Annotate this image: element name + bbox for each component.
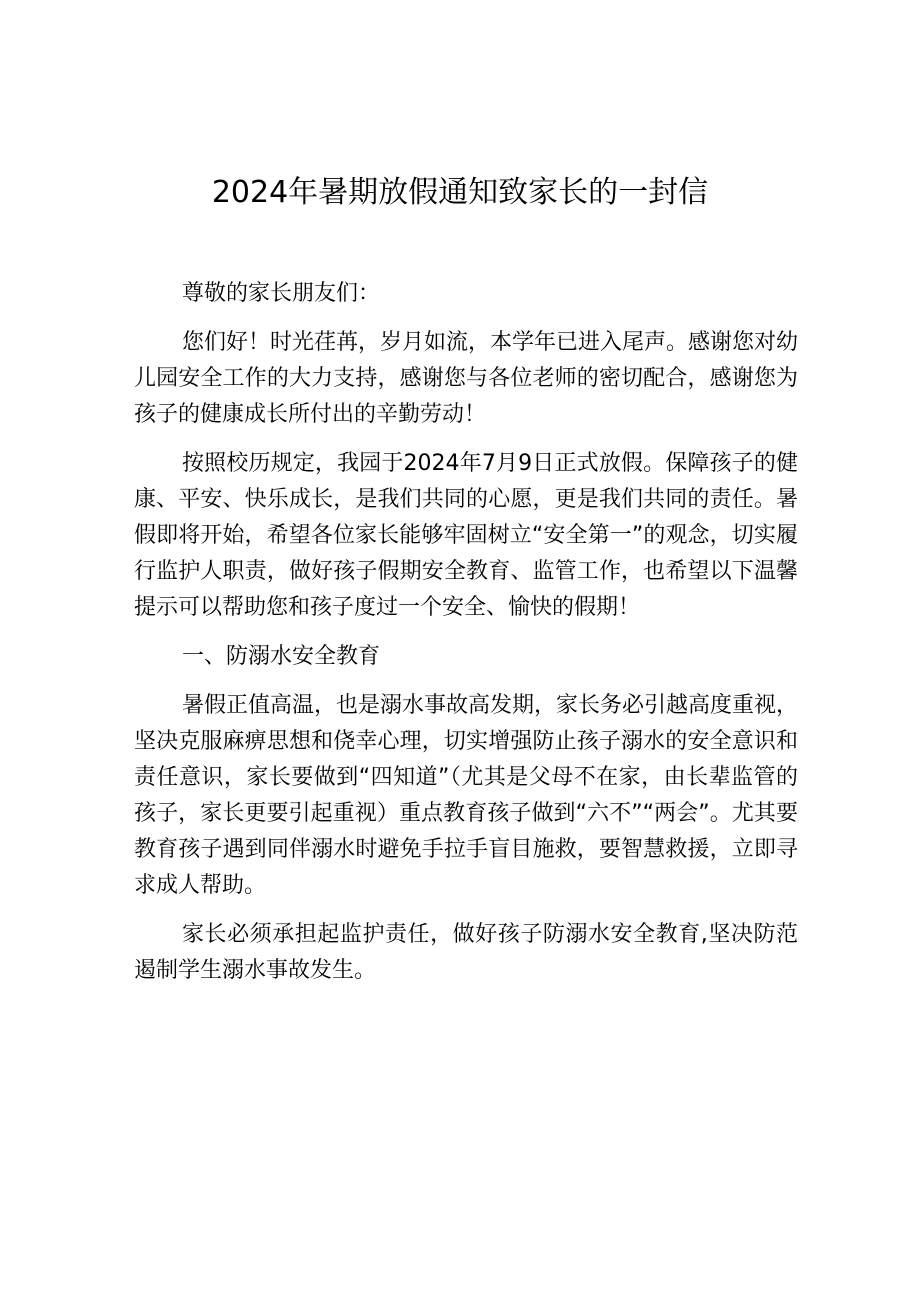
paragraph-guardian-responsibility: 家长必须承担起监护责任，做好孩子防溺水安全教育,坚决防范遏制学生溺水事故发生。 <box>134 922 798 983</box>
paragraph-drowning-prevention: 暑假正值高温，也是溺水事故高发期，家长务必引越高度重视，坚决克服麻痹思想和侥幸心理，切实增强防止孩子溺水的安全意识和责任意识，家长要做到“四知道”（尤其是父母不在家，由长辈监管的孩子，家长更要引起重视）重点教育孩子做到“六不”“两会”。尤其要教育孩子遇到同伴溺水时避免手拉手盲目施救，要智慧救援，立即寻求成人帮助。 <box>134 693 799 898</box>
paragraph-thanks: 您们好！时光荏苒，岁月如流，本学年已进入尾声。感谢您对幼儿园安全工作的大力支持，感谢您与各位老师的密切配合，感谢您为孩子的健康成长所付出的辛勤劳动！ <box>134 330 799 427</box>
letter-body <box>134 276 798 989</box>
document-title: 2024年暑期放假通知致家长的一封信 <box>211 175 709 210</box>
paragraph-holiday-notice: 按照校历规定，我园于2024年7月9日正式放假。保障孩子的健康、平安、快乐成长，是我们共同的心愿，更是我们共同的责任。暑假即将开始，希望各位家长能够牢固树立“安全第一”的观念，切实履行监护人职责，做好孩子假期安全教育、监管工作，也希望以下温馨提示可以帮助您和孩子度过一个安全、愉快的假期！ <box>134 451 798 620</box>
section-heading-drowning-prevention: 一、防溺水安全教育 <box>182 644 381 669</box>
letter-greeting: 尊敬的家长朋友们： <box>182 281 381 306</box>
